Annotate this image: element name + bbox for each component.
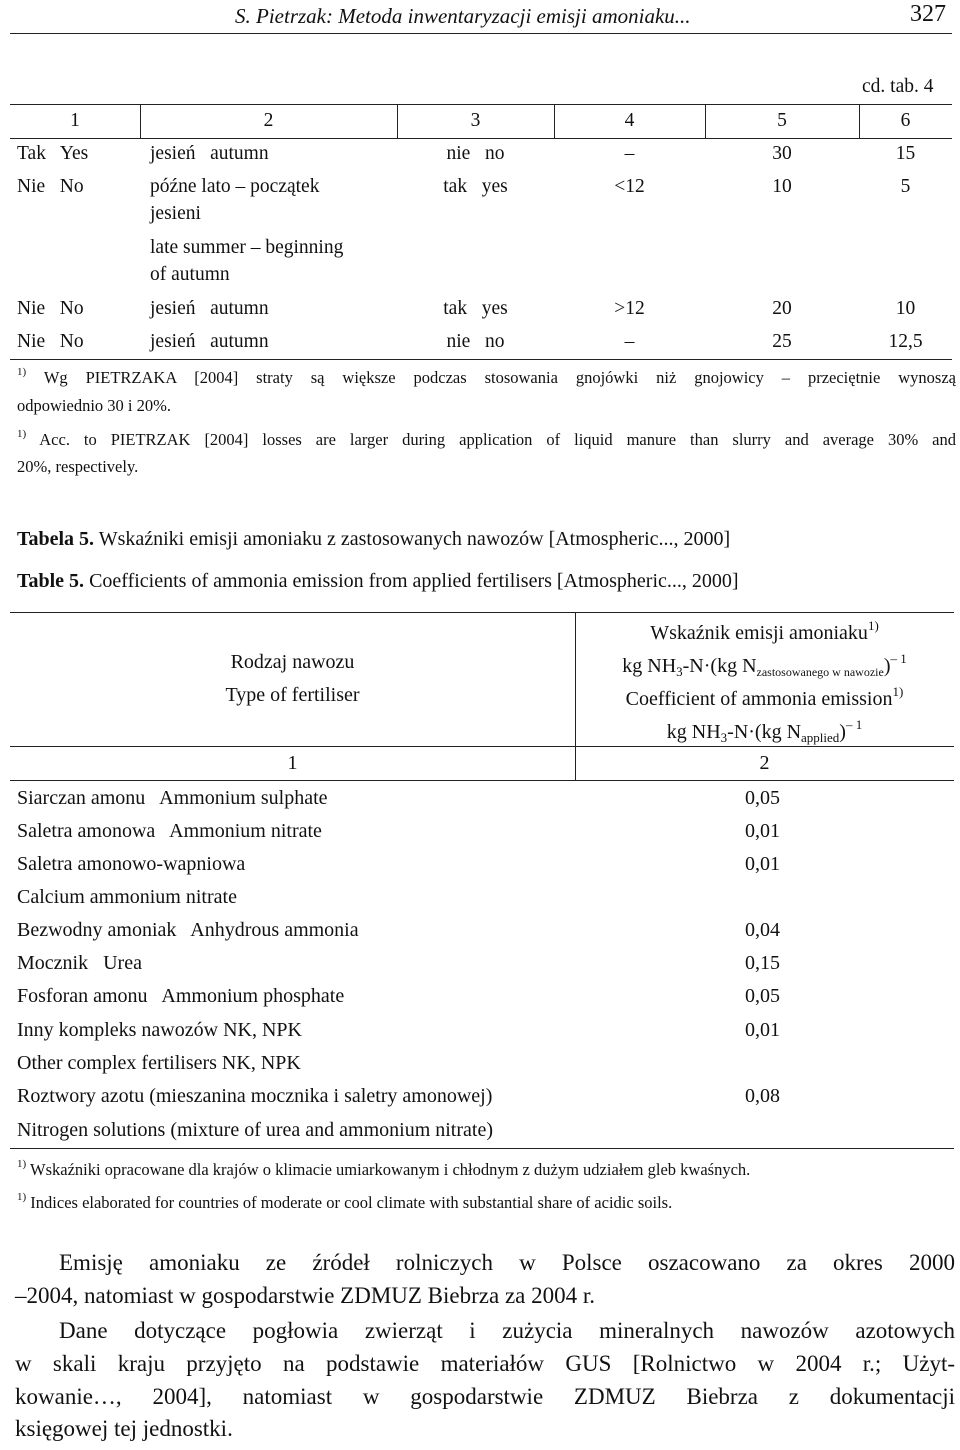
table4-cell: Tak Yes (17, 143, 89, 164)
table4-colnum-rule (10, 138, 952, 139)
table5-row-name: Siarczan amonu Ammonium sulphate (17, 787, 328, 809)
table5-row-name: Saletra amonowo-wapniowa (17, 853, 246, 875)
body-line: księgowej tej jednostki. (15, 1416, 233, 1441)
table4-colnum: 3 (470, 110, 481, 131)
footnote-marker: 1) (17, 366, 27, 378)
table4-cell: Nie No (17, 298, 84, 319)
body-line: w skali kraju przyjęto na podstawie materiałów GUS [Rolnictwo w 2004 r.; Użyt- (15, 1351, 955, 1376)
table4-cell: 5 (900, 176, 911, 197)
table5-row-name: Saletra amonowa Ammonium nitrate (17, 820, 322, 842)
table4-cell: nie no (446, 143, 505, 164)
table4-cell: >12 (614, 298, 645, 319)
table5-header-col1-pl: Rodzaj nawozu (230, 651, 355, 673)
body-paragraph-2 (15, 1318, 955, 1344)
table4-cell: late summer – beginning (150, 237, 344, 258)
footnote-text: Wskaźniki opracowane dla krajów o klimacie umiarkowanym i chłodnym z dużym udziałem gleb kwaśnych. (30, 1160, 751, 1179)
table5-row-name-en: Other complex fertilisers NK, NPK (17, 1052, 301, 1074)
body-line: –2004, natomiast w gospodarstwie ZDMUZ Biebrza za 2004 r. (15, 1283, 595, 1308)
table5-row-name: Bezwodny amoniak Anhydrous ammonia (17, 919, 359, 941)
table4-cell: tak yes (443, 298, 508, 319)
table4-cell: – (624, 331, 635, 352)
table5-row-name-en: Nitrogen solutions (mixture of urea and ammonium nitrate) (17, 1119, 493, 1141)
table4-cell: 25 (772, 331, 792, 352)
table5-header-col1-en: Type of fertiliser (225, 684, 360, 706)
table5-caption-pl (17, 528, 730, 551)
table4-cell: 30 (772, 143, 792, 164)
footnote-text: Indices elaborated for countries of moderate or cool climate with substantial share of acidic soils. (30, 1193, 673, 1212)
table4-cell: nie no (446, 331, 505, 352)
table5-row-name: Fosforan amonu Ammonium phosphate (17, 985, 345, 1007)
table5-header-col2-line3: Coefficient of ammonia emission$^{1)}$ (625, 684, 904, 710)
table5-header-col2-line4: kg $NH_3-N\cdot(kg$ $N_{applied})^{- 1}$ (666, 717, 863, 745)
table4-top-rule (10, 104, 952, 105)
table4-colnum: 4 (624, 110, 635, 131)
table4-cell: jesieni (150, 203, 201, 224)
table4-cell: jesień autumn (150, 298, 269, 319)
table4-colnum: 2 (263, 110, 274, 131)
footnote-marker: 1) (17, 1158, 27, 1170)
table5-colnum-rule (10, 780, 954, 781)
table5-row-value: 0,15 (745, 952, 780, 974)
table5-bottom-rule (10, 1148, 954, 1149)
table5-header-col2-line1: Wskaźnik emisji amoniaku$^{1)}$ (650, 618, 879, 644)
table5-header-col2-line2: kg $NH_3-N\cdot(kg$ $N_{zastosowanego w nawozie})^{- 1}$ (622, 651, 907, 679)
table4-cell: jesień autumn (150, 331, 269, 352)
table4-cell: of autumn (150, 264, 230, 285)
table4-colnum: 6 (900, 110, 911, 131)
table5-row-value: 0,05 (745, 787, 780, 809)
footnote-marker: 1) (17, 428, 27, 440)
caption-label: Tabela 5. (17, 528, 95, 550)
table4-cell: jesień autumn (150, 143, 269, 164)
body-line-wrap (15, 1384, 955, 1410)
table5-row-value: 0,01 (745, 820, 780, 842)
body-line: Dane dotyczące pogłowia zwierząt i zużycia mineralnych nawozów azotowych (59, 1318, 955, 1343)
table4-cell: Nie No (17, 331, 84, 352)
table4-cell: 10 (895, 298, 916, 319)
table5-colnum: 1 (287, 752, 298, 774)
table4-cell: Nie No (17, 176, 84, 197)
header-rule (10, 33, 952, 34)
table5-row-value: 0,01 (745, 853, 780, 875)
table5-row-name: Mocznik Urea (17, 952, 142, 974)
table4-cell: późne lato – początek (150, 176, 320, 197)
table4-footnote-pl-cont: odpowiednio 30 i 20%. (17, 396, 171, 415)
table5-row-name: Roztwory azotu (mieszanina mocznika i saletry amonowej) (17, 1085, 493, 1107)
table5-caption-en (17, 570, 739, 593)
table4-cell: 20 (772, 298, 792, 319)
table4-cell: – (624, 143, 635, 164)
running-header-title: S. Pietrzak: Metoda inwentaryzacji emisji amoniaku... (235, 4, 691, 28)
table5-row-name: Inny kompleks nawozów NK, NPK (17, 1019, 302, 1041)
page-number: 327 (910, 1, 946, 27)
table4-cell: 10 (772, 176, 792, 197)
table4-footnote-en (17, 428, 956, 450)
table4-colnum: 1 (70, 110, 80, 131)
table4-cell: 12,5 (888, 331, 923, 352)
table5-row-value: 0,01 (745, 1019, 780, 1041)
footnote-text: Wg PIETRZAKA [2004] straty są większe podczas stosowania gnojówki niż gnojowicy – przeciętnie wynoszą (43, 368, 956, 387)
body-paragraph-1 (15, 1250, 955, 1276)
body-line-wrap (15, 1351, 955, 1377)
footnote-text: Acc. to PIETRZAK [2004] losses are larger during application of liquid manure than slurry and average 30% and (39, 430, 957, 449)
table4-footnote-en-cont: 20%, respectively. (17, 457, 139, 476)
body-line: kowanie…, 2004], natomiast w gospodarstwie ZDMUZ Biebrza z dokumentacji (15, 1384, 955, 1409)
table-continuation-label: cd. tab. 4 (862, 76, 934, 97)
table5-footnote-pl (17, 1158, 750, 1180)
table4-footnote-pl (17, 366, 956, 388)
caption-text: Wskaźniki emisji amoniaku z zastosowanych nawozów [Atmospheric..., 2000] (98, 528, 731, 550)
table4-cell: <12 (614, 176, 645, 197)
body-line: Emisję amoniaku ze źródeł rolniczych w Polsce oszacowano za okres 2000 (59, 1250, 955, 1275)
table5-footnote-en (17, 1191, 672, 1213)
table4-colnum: 5 (777, 110, 787, 131)
table5-colnum: 2 (759, 752, 770, 774)
table5-header-rule (10, 746, 954, 747)
table5-row-value: 0,05 (745, 985, 780, 1007)
table5-row-value: 0,04 (745, 919, 780, 941)
table5-row-name-en: Calcium ammonium nitrate (17, 886, 237, 908)
footnote-marker: 1) (17, 1191, 27, 1203)
caption-label: Table 5. (17, 570, 85, 592)
caption-text: Coefficients of ammonia emission from applied fertilisers [Atmospheric..., 2000] (89, 570, 739, 592)
table5-row-value: 0,08 (745, 1085, 780, 1107)
table4-bottom-rule (10, 359, 952, 360)
table4-cell: 15 (895, 143, 916, 164)
table5-top-rule (10, 612, 954, 613)
table4-cell: tak yes (443, 176, 508, 197)
